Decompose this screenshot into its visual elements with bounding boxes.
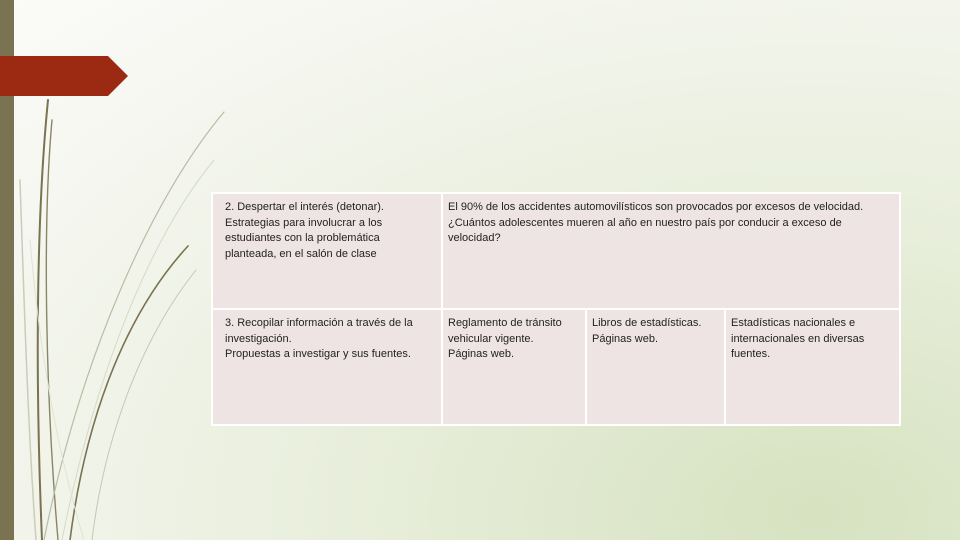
swoosh-line bbox=[92, 270, 196, 540]
swoosh-line bbox=[30, 240, 84, 540]
table-row bbox=[212, 193, 900, 309]
source-cell: Reglamento de tránsito vehicular vigente. Páginas web. bbox=[442, 309, 586, 425]
activity-cell: 3. Recopilar información a través de la investigación. Propuestas a investigar y sus fuentes. bbox=[212, 309, 442, 425]
red-arrow-tab bbox=[0, 56, 128, 96]
description-cell: El 90% de los accidentes automovilísticos son provocados por excesos de velocidad. ¿Cuántos adolescentes mueren al año en nuestro país por conducir a exceso de velocidad? bbox=[442, 193, 900, 309]
swoosh-line bbox=[70, 246, 188, 540]
source-cell: Libros de estadísticas. Páginas web. bbox=[586, 309, 725, 425]
swoosh-line bbox=[20, 180, 36, 540]
swoosh-line bbox=[62, 160, 214, 540]
table-row bbox=[212, 309, 900, 425]
swoosh-line bbox=[38, 100, 48, 540]
activity-cell: 2. Despertar el interés (detonar). Estrategias para involucrar a los estudiantes con la problemática planteada, en el salón de clase bbox=[212, 193, 442, 309]
source-cell: Estadísticas nacionales e internacionales en diversas fuentes. bbox=[725, 309, 900, 425]
swoosh-line bbox=[44, 112, 224, 540]
activity-table bbox=[211, 192, 901, 426]
swoosh-line bbox=[46, 120, 58, 540]
